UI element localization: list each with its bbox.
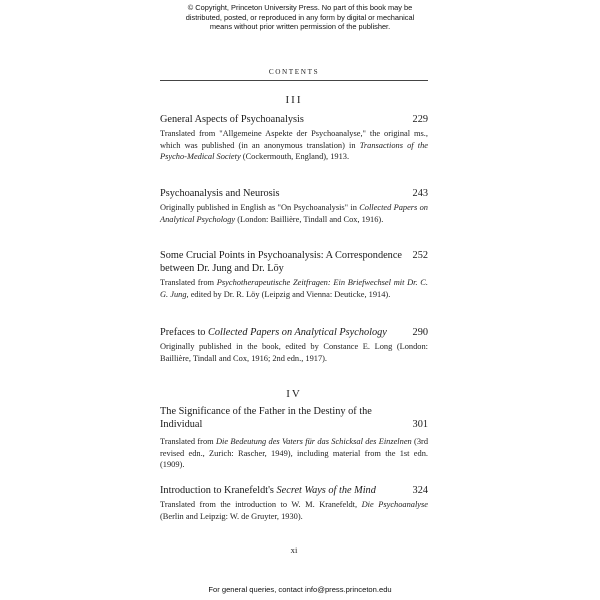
toc-entry-significance-father: [160, 405, 428, 471]
entry-note: Originally published in the book, edited by Constance E. Long (London: Baillière, Tindall and Cox, 1916; 2nd edn., 1917).: [160, 342, 428, 363]
entry-title: Introduction to Kranefeldt's Secret Ways of the Mind: [160, 485, 376, 496]
copyright-line: distributed, posted, or reproduced in any form by digital or mechanical: [185, 12, 415, 22]
section-numeral-iv: IV: [286, 388, 302, 400]
toc-entry-crucial-points: [160, 249, 428, 300]
toc-entry-general-aspects: [160, 113, 428, 163]
copyright-line: © Copyright, Princeton University Press. No part of this book may be: [187, 3, 413, 12]
copyright-notice: [0, 3, 600, 32]
entry-note: Translated from Die Bedeutung des Vaters für das Schicksal des Einzelnen (3rd revised edn., Zurich: Rascher, 1949), including material from the 1st edn. (1909).: [160, 437, 429, 470]
entry-title: General Aspects of Psychoanalysis: [160, 114, 304, 125]
toc-entry-prefaces: [160, 326, 428, 364]
entry-note: Translated from Psychotherapeutische Zeitfragen: Ein Briefwechsel mit Dr. C. G. Jung, edited by Dr. R. Löy (Leipzig and Vienna: Deuticke, 1914).: [160, 278, 428, 299]
entry-page-number: 243: [412, 188, 428, 199]
entry-page-number: 301: [412, 419, 428, 430]
toc-entry-psychoanalysis-neurosis: [160, 187, 428, 225]
page-folio: xi: [290, 545, 298, 555]
entry-title: Psychoanalysis and Neurosis: [160, 188, 280, 199]
running-head: CONTENTS: [268, 68, 320, 76]
entry-note: Originally published in English as "On Psychoanalysis" in Collected Papers on Analytical Psychology (London: Baillière, Tindall and Cox, 1916).: [160, 203, 428, 224]
entry-note: Translated from the introduction to W. M. Kranefeldt, Die Psychoanalyse (Berlin and Leipzig: W. de Gruyter, 1930).: [160, 500, 428, 521]
entry-title: Prefaces to Collected Papers on Analytical Psychology: [160, 327, 387, 338]
entry-page-number: 252: [412, 250, 428, 261]
entry-title: Some Crucial Points in Psychoanalysis: A Correspondence between Dr. Jung and Dr. Löy: [160, 250, 402, 274]
entry-page-number: 229: [412, 114, 428, 125]
entry-note: Translated from "Allgemeine Aspekte der Psychoanalyse," the original ms., which was published (in an anonymous translation) in Transactions of the Psycho-Medical Society (Cockermouth, England), 1913.: [160, 129, 428, 162]
toc-entry-kranefeldt: [160, 484, 428, 522]
entry-page-number: 290: [412, 327, 428, 338]
entry-page-number: 324: [412, 485, 428, 496]
footer-contact: For general queries, contact info@press.princeton.edu: [208, 585, 392, 594]
section-numeral-iii: III: [285, 94, 303, 106]
entry-title: The Significance of the Father in the Destiny of the Individual: [160, 406, 372, 430]
header-rule: [160, 80, 428, 81]
copyright-line: means without prior written permission of the publisher.: [209, 22, 391, 32]
